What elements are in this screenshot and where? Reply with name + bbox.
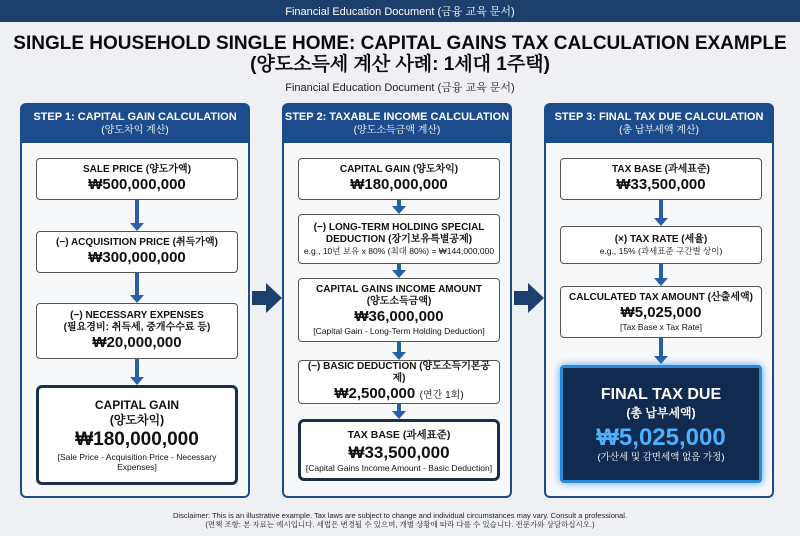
final-tax-due-note: (가산세 및 감면세액 없음 가정) xyxy=(597,452,725,463)
step2-title: STEP 2: TAXABLE INCOME CALCULATION xyxy=(284,111,510,123)
tax-base-formula: [Capital Gains Income Amount - Basic Deduction] xyxy=(305,462,493,473)
arrow-right-icon xyxy=(252,283,282,313)
acquisition-price-amount: ₩300,000,000 xyxy=(88,249,186,266)
capital-gain-label-ko: (양도차익) xyxy=(109,413,165,427)
arrow-down-icon xyxy=(130,273,144,303)
final-tax-due-box xyxy=(560,365,762,483)
sale-price-box xyxy=(36,158,238,200)
title-line-2: (양도소득세 계산 사례: 1세대 1주택) xyxy=(250,54,550,75)
final-tax-due-label: FINAL TAX DUE xyxy=(600,386,722,403)
top-banner xyxy=(0,0,800,22)
final-tax-due-label-ko: (총 납부세액) xyxy=(626,406,696,420)
tax-rate-label: (×) TAX RATE (세율) xyxy=(614,234,708,245)
arrow-down-icon xyxy=(392,342,406,360)
step3-header xyxy=(546,105,772,143)
necessary-expenses-box xyxy=(36,303,238,359)
title-line-1: SINGLE HOUSEHOLD SINGLE HOME: CAPITAL GAINS TAX CALCULATION EXAMPLE xyxy=(13,33,787,54)
step2-capital-gain-label: CAPITAL GAIN (양도차익) xyxy=(339,164,459,175)
disclaimer xyxy=(0,511,800,529)
step1-title: STEP 1: CAPITAL GAIN CALCULATION xyxy=(33,111,237,123)
income-amount-label-ko: (양도소득금액) xyxy=(366,296,432,307)
step2-header xyxy=(284,105,510,143)
acquisition-price-label: (−) ACQUISITION PRICE (취득가액) xyxy=(56,237,218,248)
step3-title: STEP 3: FINAL TAX DUE CALCULATION xyxy=(554,111,764,123)
basic-deduction-amount: ₩2,500,000 xyxy=(334,385,416,402)
necessary-expenses-label: (−) NECESSARY EXPENSES xyxy=(70,310,204,321)
final-tax-due-amount: ₩5,025,000 xyxy=(596,424,726,451)
tax-base-amount: ₩33,500,000 xyxy=(348,442,450,462)
long-term-deduction-label: (−) LONG-TERM HOLDING SPECIAL DEDUCTION (장기보유특별공제) xyxy=(313,222,485,245)
income-amount-formula: [Capital Gain - Long-Term Holding Deduction] xyxy=(313,326,485,336)
calculated-tax-formula: [Tax Base x Tax Rate] xyxy=(619,322,703,332)
capital-gain-label: CAPITAL GAIN xyxy=(94,398,180,412)
necessary-expenses-amount: ₩20,000,000 xyxy=(92,334,182,351)
tax-base-result-box xyxy=(298,419,500,481)
income-amount-box xyxy=(298,278,500,342)
long-term-deduction-note: e.g., 10년 보유 x 80% (최대 80%) = ₩144,000,000 xyxy=(303,246,495,256)
arrow-down-icon xyxy=(392,200,406,214)
calculated-tax-amount: ₩5,025,000 xyxy=(620,304,702,321)
arrow-right-icon xyxy=(514,283,544,313)
capital-gain-formula: [Sale Price - Acquisition Price - Necessary Expenses] xyxy=(57,452,217,472)
step3-panel xyxy=(544,103,774,498)
top-banner-text: Financial Education Document (금융 교육 문서) xyxy=(285,6,515,18)
tax-rate-box xyxy=(560,226,762,264)
step2-title-ko: (양도소득금액 계산) xyxy=(353,125,441,136)
arrow-down-icon xyxy=(392,404,406,419)
disclaimer-en: Disclaimer: This is an illustrative example. Tax laws are subject to change and individual circumstances may vary. Consult a professional. xyxy=(173,511,627,520)
page-subtitle: Financial Education Document (금융 교육 문서) xyxy=(285,82,515,94)
necessary-expenses-label-ko: (필요경비: 취득세, 중개수수료 등) xyxy=(63,322,211,333)
step1-header xyxy=(22,105,248,143)
sale-price-amount: ₩500,000,000 xyxy=(88,176,186,193)
step3-tax-base-box xyxy=(560,158,762,200)
step2-capital-gain-box xyxy=(298,158,500,200)
sale-price-label: SALE PRICE (양도가액) xyxy=(82,164,192,175)
arrow-down-icon xyxy=(654,338,668,364)
acquisition-price-box xyxy=(36,231,238,273)
step3-tax-base-label: TAX BASE (과세표준) xyxy=(612,164,710,175)
calculated-tax-label: CALCULATED TAX AMOUNT (산출세액) xyxy=(569,292,753,303)
step1-title-ko: (양도차익 계산) xyxy=(101,125,169,136)
step2-panel xyxy=(282,103,512,498)
calculated-tax-box xyxy=(560,286,762,338)
step1-panel xyxy=(20,103,250,498)
basic-deduction-box xyxy=(298,360,500,404)
step2-capital-gain-amount: ₩180,000,000 xyxy=(350,176,448,193)
arrow-down-icon xyxy=(392,264,406,278)
page-title xyxy=(0,33,800,75)
tax-base-label: TAX BASE (과세표준) xyxy=(347,428,451,441)
capital-gain-amount: ₩180,000,000 xyxy=(75,429,199,450)
step3-title-ko: (총 납부세액 계산) xyxy=(619,125,699,136)
tax-rate-note: e.g., 15% (과세표준 구간별 상이) xyxy=(599,246,723,256)
disclaimer-ko: (면책 조항: 본 자료는 예시입니다. 세법은 변경될 수 있으며, 개별 상황에 따라 다를 수 있습니다. 전문가와 상담하십시오.) xyxy=(205,520,595,529)
step3-tax-base-amount: ₩33,500,000 xyxy=(616,176,706,193)
arrow-down-icon xyxy=(130,200,144,231)
basic-deduction-label: (−) BASIC DEDUCTION (양도소득기본공제) xyxy=(307,361,491,384)
arrow-down-icon xyxy=(654,200,668,226)
long-term-deduction-box xyxy=(298,214,500,264)
basic-deduction-suffix: (연간 1회) xyxy=(419,390,464,401)
arrow-down-icon xyxy=(130,359,144,385)
income-amount-label: CAPITAL GAINS INCOME AMOUNT xyxy=(316,284,482,295)
capital-gain-result-box xyxy=(36,385,238,485)
income-amount-value: ₩36,000,000 xyxy=(354,308,444,325)
arrow-down-icon xyxy=(654,264,668,286)
